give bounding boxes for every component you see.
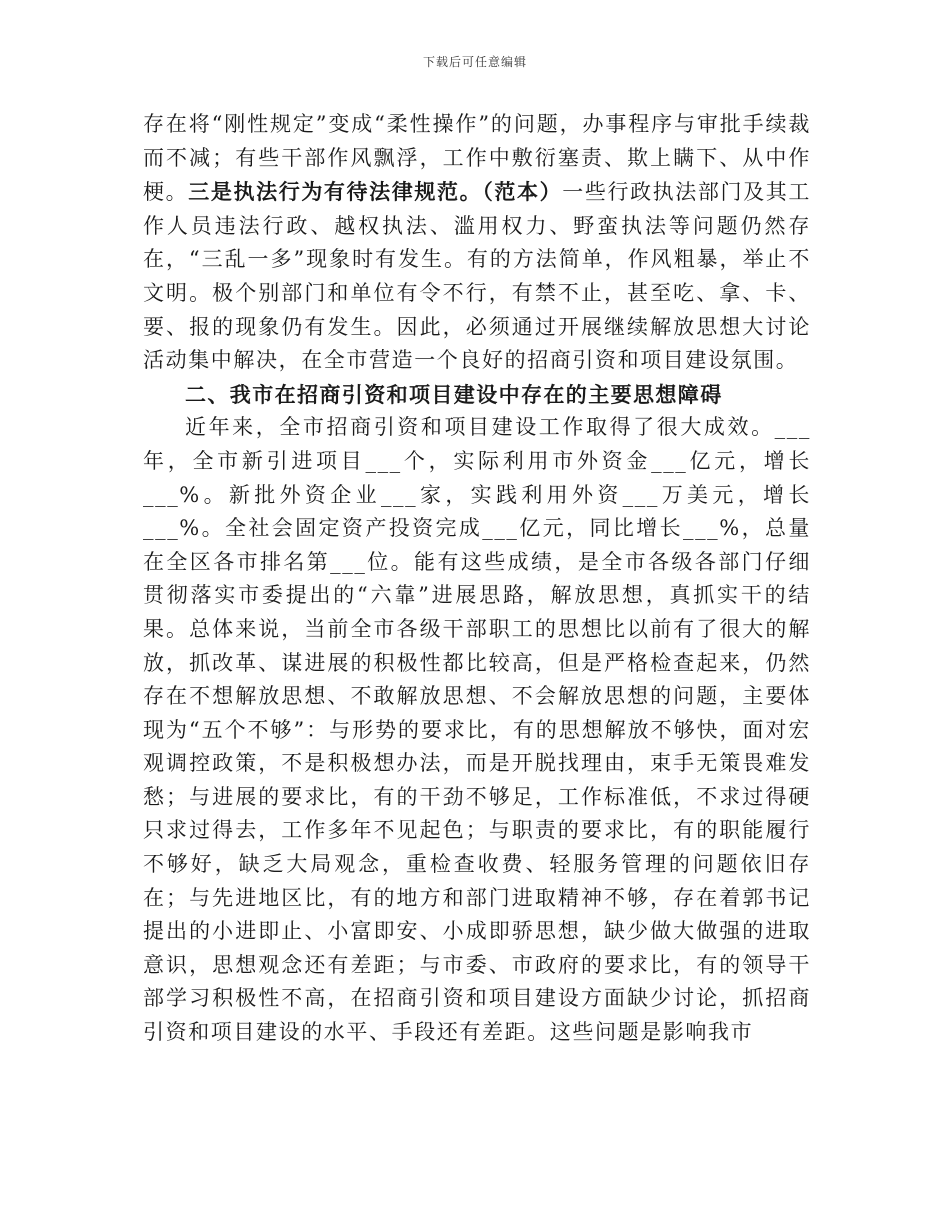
paragraph: 近年来，全市招商引资和项目建设工作取得了很大成效。___年，全市新引进项目___个，实际利用市外资金___亿元，增长___%。新批外资企业___家，实践利用外资___万美元，增长___%。全社会固定资产投资完成___亿元，同比增长___%，总量在全区各市排名第___位。能有这些成绩，是全市各级各部门仔细贯彻落实市委提出的“六靠”进展思路，解放思想，真抓实干的结果。总体来说，当前全市各级干部职工的思想比以前有了很大的解放，抓改革、谋进展的积极性都比较高，但是严格检查起来，仍然存在不想解放思想、不敢解放思想、不会解放思想的问题，主要体现为“五个不够”：与形势的要求比，有的思想解放不够快，面对宏观调控政策，不是积极想办法，而是开脱找理由，束手无策畏难发愁；与进展的要求比，有的干劲不够足，工作标准低，不求过得硬只求过得去，工作多年不见起色；与职责的要求比，有的职能履行不够好，缺乏大局观念，重检查收费、轻服务管理的问题依旧存在；与先进地区比，有的地方和部门进取精神不够，存在着郭书记提出的小进即止、小富即安、小成即骄思想，缺少做大做强的进取意识，思想观念还有差距；与市委、市政府的要求比，有的领导干部学习积极性不高，在招商引资和项目建设方面缺少讨论，抓招商引资和项目建设的水平、手段还有差距。这些问题是影响我市 [143,415,811,1045]
section-heading: 二、我市在招商引资和项目建设中存在的主要思想障碍 [185,381,723,407]
paragraph-continuation [143,108,811,378]
document-body [143,108,811,1050]
bold-subheading: 三是执法行为有待法律规范。（范本） [188,179,563,205]
paragraph-text: 存在将“刚性规定”变成“柔性操作”的问题，办事程序与审批手续裁而不减；有些干部作风飘浮，工作中敷衍塞责、欺上瞒下、从中作梗。 [143,112,811,205]
page-header: 下载后可任意编辑 [422,55,527,69]
paragraph-text: 一些行政执法部门及其工作人员违法行政、越权执法、滥用权力、野蛮执法等问题仍然存在，“三乱一多”现象时有发生。有的方法简单，作风粗暴，举止不文明。极个别部门和单位有令不行，有禁不止，甚至吃、拿、卡、要、报的现象仍有发生。因此，必须通过开展继续解放思想大讨论活动集中解决，在全市营造一个良好的招商引资和项目建设氛围。 [143,180,811,373]
